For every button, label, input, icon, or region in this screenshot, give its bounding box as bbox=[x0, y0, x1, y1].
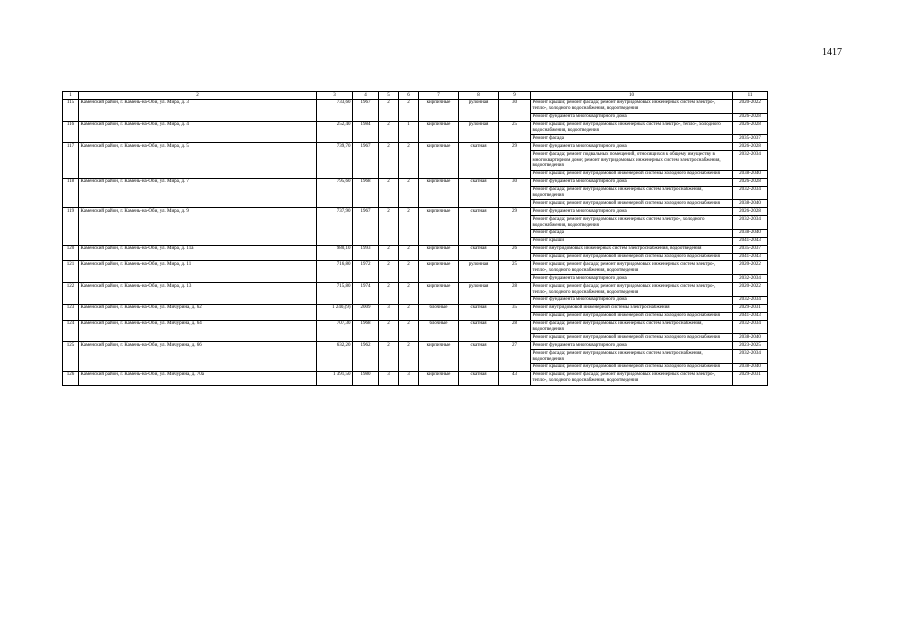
work-description-cell: Ремонт фасада bbox=[531, 229, 733, 237]
floors-cell: 2 bbox=[379, 121, 399, 143]
walls-cell: кирпичные bbox=[419, 283, 459, 305]
walls-cell: кирпичные bbox=[419, 121, 459, 143]
work-description-cell: Ремонт фасада; ремонт внутридомовых инженерных систем электроснабжения, водоотведения bbox=[531, 186, 733, 200]
work-period-cell: 2041-2043 bbox=[733, 237, 768, 245]
year-cell: 1967 bbox=[353, 208, 379, 245]
work-description-cell: Ремонт фундамента многоквартирного дома bbox=[531, 143, 733, 151]
work-period-cell: 2032-2034 bbox=[733, 186, 768, 200]
work-period-cell: 2035-2037 bbox=[733, 135, 768, 143]
work-description-cell: Ремонт крыши; ремонт внутридомовой инженерной системы холодного водоснабжения bbox=[531, 253, 733, 261]
area-cell: 739,70 bbox=[317, 143, 353, 178]
work-description-cell: Ремонт внутридомовой инженерной системы электроснабжения bbox=[531, 304, 733, 312]
row-number-cell: 115 bbox=[63, 99, 79, 121]
walls-cell: кирпичные bbox=[419, 261, 459, 283]
roof-cell: скатная bbox=[459, 371, 499, 385]
roof-cell: скатная bbox=[459, 342, 499, 372]
year-cell: 1968 bbox=[353, 320, 379, 342]
work-description-cell: Ремонт крыши; ремонт внутридомовой инженерной системы холодного водоснабжения bbox=[531, 200, 733, 208]
table-row bbox=[63, 283, 768, 297]
table-row bbox=[63, 178, 768, 186]
work-period-cell: 2029-2031 bbox=[733, 371, 768, 385]
walls-cell: блочные bbox=[419, 304, 459, 320]
work-period-cell: 2038-2040 bbox=[733, 170, 768, 178]
area-cell: 1 240,(9) bbox=[317, 304, 353, 320]
work-description-cell: Ремонт крыши; ремонт внутридомовой инженерной системы холодного водоснабжения bbox=[531, 312, 733, 320]
work-period-cell: 2035-2037 bbox=[733, 245, 768, 253]
row-number-cell: 122 bbox=[63, 283, 79, 305]
wear-cell: 29 bbox=[499, 208, 531, 245]
address-cell: Каменский район, г. Камень-на-Оби, ул. Мичурина, д. 70а bbox=[79, 371, 317, 385]
work-description-cell: Ремонт крыши; ремонт фасада; ремонт внутридомовых инженерных систем электро-, тепло-, холодного водоснабжения, водоотведения bbox=[531, 261, 733, 275]
row-number-cell: 121 bbox=[63, 261, 79, 283]
row-number-cell: 124 bbox=[63, 320, 79, 342]
work-period-cell: 2020-2022 bbox=[733, 261, 768, 275]
column-header-3: 3 bbox=[317, 92, 353, 100]
year-cell: 2009 bbox=[353, 304, 379, 320]
work-description-cell: Ремонт крыши; ремонт внутридомовой инженерной системы холодного водоснабжения bbox=[531, 334, 733, 342]
work-period-cell: 2026-2028 bbox=[733, 143, 768, 151]
wear-cell: 28 bbox=[499, 283, 531, 305]
floors-cell: 2 bbox=[379, 99, 399, 121]
work-period-cell: 2026-2028 bbox=[733, 208, 768, 216]
floors-cell: 2 bbox=[379, 245, 399, 261]
floors-cell: 2 bbox=[379, 208, 399, 245]
row-number-cell: 120 bbox=[63, 245, 79, 261]
roof-cell: скатная bbox=[459, 320, 499, 342]
row-number-cell: 117 bbox=[63, 143, 79, 178]
table-row bbox=[63, 371, 768, 385]
wear-cell: 28 bbox=[499, 320, 531, 342]
table-row bbox=[63, 320, 768, 334]
address-cell: Каменский район, г. Камень-на-Оби, ул. Мира, д. 5 bbox=[79, 143, 317, 178]
year-cell: 1967 bbox=[353, 143, 379, 178]
work-description-cell: Ремонт фасада; ремонт подвальных помещений, относящихся к общему имуществу в многоквартирном доме; ремонт внутридомовых инженерных систем электроснабжения, водоотведения bbox=[531, 151, 733, 171]
column-header-1: 1 bbox=[63, 92, 79, 100]
address-cell: Каменский район, г. Камень-на-Оби, ул. Мира, д. 11а bbox=[79, 245, 317, 261]
column-header-8: 8 bbox=[459, 92, 499, 100]
work-description-cell: Ремонт фундамента многоквартирного дома bbox=[531, 178, 733, 186]
walls-cell: кирпичные bbox=[419, 342, 459, 372]
area-cell: 716,80 bbox=[317, 261, 353, 283]
row-number-cell: 125 bbox=[63, 342, 79, 372]
roof-cell: скатная bbox=[459, 143, 499, 178]
roof-cell: рулонная bbox=[459, 121, 499, 143]
row-number-cell: 126 bbox=[63, 371, 79, 385]
entrances-cell: 2 bbox=[399, 143, 419, 178]
year-cell: 1993 bbox=[353, 245, 379, 261]
address-cell: Каменский район, г. Камень-на-Оби, ул. Мира, д. 7 bbox=[79, 178, 317, 208]
address-cell: Каменский район, г. Камень-на-Оби, ул. Мира, д. 4 bbox=[79, 121, 317, 143]
area-cell: 707,30 bbox=[317, 320, 353, 342]
area-cell: 737,90 bbox=[317, 208, 353, 245]
roof-cell: скатная bbox=[459, 178, 499, 208]
entrances-cell: 2 bbox=[399, 245, 419, 261]
work-description-cell: Ремонт крыши; ремонт внутридомовой инженерной системы холодного водоснабжения bbox=[531, 363, 733, 371]
entrances-cell: 1 bbox=[399, 121, 419, 143]
wear-cell: 30 bbox=[499, 99, 531, 121]
repair-schedule-table bbox=[62, 91, 768, 386]
work-period-cell: 2032-2034 bbox=[733, 320, 768, 334]
header-row bbox=[63, 92, 768, 100]
work-period-cell: 2032-2034 bbox=[733, 216, 768, 230]
roof-cell: рулонная bbox=[459, 261, 499, 283]
floors-cell: 2 bbox=[379, 178, 399, 208]
wear-cell: 25 bbox=[499, 261, 531, 283]
row-number-cell: 119 bbox=[63, 208, 79, 245]
work-period-cell: 2041-2043 bbox=[733, 253, 768, 261]
column-header-2: 2 bbox=[79, 92, 317, 100]
row-number-cell: 116 bbox=[63, 121, 79, 143]
column-header-10: 10 bbox=[531, 92, 733, 100]
work-description-cell: Ремонт фасада; ремонт внутридомовых инженерных систем электроснабжения, водоотведения bbox=[531, 350, 733, 364]
floors-cell: 2 bbox=[379, 261, 399, 283]
year-cell: 1974 bbox=[353, 283, 379, 305]
roof-cell: скатная bbox=[459, 245, 499, 261]
area-cell: 980,10 bbox=[317, 245, 353, 261]
work-description-cell: Ремонт крыши; ремонт внутридомовых инженерных систем электро-, тепло-, холодного водоснабжения, водоотведения bbox=[531, 121, 733, 135]
wear-cell: 27 bbox=[499, 342, 531, 372]
work-period-cell: 2038-2040 bbox=[733, 334, 768, 342]
year-cell: 1972 bbox=[353, 261, 379, 283]
column-header-9: 9 bbox=[499, 92, 531, 100]
table-row bbox=[63, 208, 768, 216]
year-cell: 1967 bbox=[353, 99, 379, 121]
address-cell: Каменский район, г. Камень-на-Оби, ул. Мира, д. 13 bbox=[79, 283, 317, 305]
entrances-cell: 2 bbox=[399, 342, 419, 372]
column-header-11: 11 bbox=[733, 92, 768, 100]
floors-cell: 2 bbox=[379, 143, 399, 178]
work-description-cell: Ремонт фасада; ремонт внутридомовых инженерных систем электро-, холодного водоснабжения, водоотведения bbox=[531, 216, 733, 230]
roof-cell: скатная bbox=[459, 304, 499, 320]
address-cell: Каменский район, г. Камень-на-Оби, ул. Мичурина, д. 62 bbox=[79, 304, 317, 320]
entrances-cell: 2 bbox=[399, 304, 419, 320]
table-row bbox=[63, 261, 768, 275]
entrances-cell: 2 bbox=[399, 178, 419, 208]
roof-cell: скатная bbox=[459, 208, 499, 245]
floors-cell: 2 bbox=[379, 320, 399, 342]
work-description-cell: Ремонт фундамента многоквартирного дома bbox=[531, 296, 733, 304]
wear-cell: 25 bbox=[499, 121, 531, 143]
wear-cell: 35 bbox=[499, 304, 531, 320]
table-row bbox=[63, 245, 768, 253]
walls-cell: кирпичные bbox=[419, 371, 459, 385]
floors-cell: 2 bbox=[379, 283, 399, 305]
entrances-cell: 2 bbox=[399, 283, 419, 305]
work-period-cell: 2038-2040 bbox=[733, 229, 768, 237]
column-header-4: 4 bbox=[353, 92, 379, 100]
table-row bbox=[63, 304, 768, 312]
roof-cell: рулонная bbox=[459, 283, 499, 305]
walls-cell: блочные bbox=[419, 320, 459, 342]
address-cell: Каменский район, г. Камень-на-Оби, ул. Мичурина, д. 64 bbox=[79, 320, 317, 342]
area-cell: 795,60 bbox=[317, 178, 353, 208]
work-description-cell: Ремонт крыши; ремонт внутридомовой инженерной системы холодного водоснабжения bbox=[531, 170, 733, 178]
address-cell: Каменский район, г. Камень-на-Оби, ул. Мичурина, д. 66 bbox=[79, 342, 317, 372]
entrances-cell: 2 bbox=[399, 320, 419, 342]
column-header-6: 6 bbox=[399, 92, 419, 100]
work-description-cell: Ремонт фундамента многоквартирного дома bbox=[531, 275, 733, 283]
table-row bbox=[63, 342, 768, 350]
table-row bbox=[63, 99, 768, 113]
work-period-cell: 2038-2040 bbox=[733, 200, 768, 208]
work-period-cell: 2032-2034 bbox=[733, 296, 768, 304]
work-description-cell: Ремонт внутридомовых инженерных систем электроснабжения, водоотведения bbox=[531, 245, 733, 253]
year-cell: 1984 bbox=[353, 121, 379, 143]
table-row bbox=[63, 121, 768, 135]
area-cell: 252,40 bbox=[317, 121, 353, 143]
work-description-cell: Ремонт фасада; ремонт внутридомовых инженерных систем электроснабжения, водоотведения bbox=[531, 320, 733, 334]
work-description-cell: Ремонт фундамента многоквартирного дома bbox=[531, 208, 733, 216]
row-number-cell: 123 bbox=[63, 304, 79, 320]
entrances-cell: 2 bbox=[399, 208, 419, 245]
work-description-cell: Ремонт крыши; ремонт фасада; ремонт внутридомовых инженерных систем электро-, тепло-, холодного водоснабжения, водоотведения bbox=[531, 371, 733, 385]
row-number-cell: 118 bbox=[63, 178, 79, 208]
entrances-cell: 2 bbox=[399, 99, 419, 121]
year-cell: 1968 bbox=[353, 178, 379, 208]
work-description-cell: Ремонт фундамента многоквартирного дома bbox=[531, 113, 733, 121]
area-cell: 733,60 bbox=[317, 99, 353, 121]
walls-cell: кирпичные bbox=[419, 208, 459, 245]
walls-cell: кирпичные bbox=[419, 178, 459, 208]
address-cell: Каменский район, г. Камень-на-Оби, ул. Мира, д. 3 bbox=[79, 99, 317, 121]
work-period-cell: 2032-2034 bbox=[733, 151, 768, 171]
area-cell: 1 391,50 bbox=[317, 371, 353, 385]
table-row bbox=[63, 143, 768, 151]
column-header-5: 5 bbox=[379, 92, 399, 100]
area-cell: 632,20 bbox=[317, 342, 353, 372]
page-number: 1417 bbox=[822, 47, 842, 58]
work-period-cell: 2032-2034 bbox=[733, 275, 768, 283]
floors-cell: 3 bbox=[379, 304, 399, 320]
work-period-cell: 2026-2028 bbox=[733, 113, 768, 121]
wear-cell: 30 bbox=[499, 178, 531, 208]
work-period-cell: 2032-2034 bbox=[733, 350, 768, 364]
entrances-cell: 2 bbox=[399, 261, 419, 283]
walls-cell: кирпичные bbox=[419, 143, 459, 178]
work-period-cell: 2020-2022 bbox=[733, 99, 768, 113]
entrances-cell: 3 bbox=[399, 371, 419, 385]
work-period-cell: 2029-2031 bbox=[733, 304, 768, 312]
work-period-cell: 2020-2022 bbox=[733, 283, 768, 297]
work-period-cell: 2038-2040 bbox=[733, 363, 768, 371]
work-description-cell: Ремонт крыши bbox=[531, 237, 733, 245]
area-cell: 715,80 bbox=[317, 283, 353, 305]
wear-cell: 26 bbox=[499, 245, 531, 261]
address-cell: Каменский район, г. Камень-на-Оби, ул. Мира, д. 11 bbox=[79, 261, 317, 283]
floors-cell: 3 bbox=[379, 371, 399, 385]
roof-cell: рулонная bbox=[459, 99, 499, 121]
walls-cell: кирпичные bbox=[419, 245, 459, 261]
work-period-cell: 2026-2028 bbox=[733, 178, 768, 186]
wear-cell: 43 bbox=[499, 371, 531, 385]
work-description-cell: Ремонт крыши; ремонт фасада; ремонт внутридомовых инженерных систем электро-, тепло-, холодного водоснабжения, водоотведения bbox=[531, 283, 733, 297]
column-header-7: 7 bbox=[419, 92, 459, 100]
address-cell: Каменский район, г. Камень-на-Оби, ул. Мира, д. 9 bbox=[79, 208, 317, 245]
work-period-cell: 2041-2043 bbox=[733, 312, 768, 320]
work-period-cell: 2023-2025 bbox=[733, 342, 768, 350]
work-period-cell: 2026-2028 bbox=[733, 121, 768, 135]
year-cell: 1962 bbox=[353, 342, 379, 372]
floors-cell: 2 bbox=[379, 342, 399, 372]
year-cell: 1980 bbox=[353, 371, 379, 385]
work-description-cell: Ремонт фасада bbox=[531, 135, 733, 143]
walls-cell: кирпичные bbox=[419, 99, 459, 121]
table-body bbox=[63, 99, 768, 385]
work-description-cell: Ремонт фундамента многоквартирного дома bbox=[531, 342, 733, 350]
work-description-cell: Ремонт крыши; ремонт фасада; ремонт внутридомовых инженерных систем электро-, тепло-, холодного водоснабжения, водоотведения bbox=[531, 99, 733, 113]
wear-cell: 29 bbox=[499, 143, 531, 178]
